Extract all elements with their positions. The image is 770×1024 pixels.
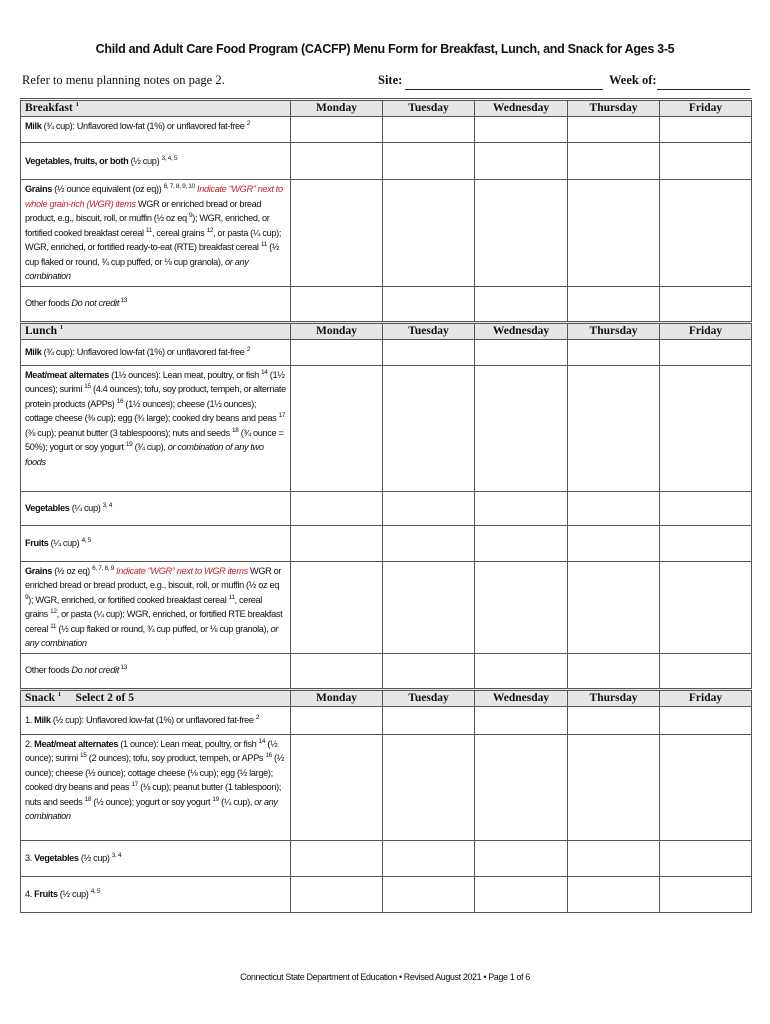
table-row — [21, 561, 752, 653]
menu-cell[interactable] — [383, 143, 475, 180]
menu-cell[interactable] — [568, 286, 660, 322]
menu-cell[interactable] — [475, 117, 568, 143]
menu-cell[interactable] — [291, 117, 383, 143]
menu-cell[interactable] — [475, 561, 568, 653]
menu-cell[interactable] — [660, 840, 752, 876]
menu-cell[interactable] — [383, 286, 475, 322]
menu-cell[interactable] — [568, 143, 660, 180]
table-row — [21, 876, 752, 912]
menu-cell[interactable] — [291, 525, 383, 561]
day-header: Wednesday — [475, 689, 568, 706]
table-row — [21, 117, 752, 143]
menu-cell[interactable] — [291, 706, 383, 734]
table-row — [21, 840, 752, 876]
lunch-grains-label: Grains (½ oz eq) $^{6, 7, 8, 9}$ Indicate “WGR” next to WGR items WGR or enriched bread or bread product, e.g., biscuit, roll, or muffin (½ oz eq $^9$); WGR, enriched, or fortified cooked breakfast cereal $^{11}$, cereal grains $^{12}$, or pasta (¼ cup); WGR, enriched, or fortified RTE breakfast cereal $^{11}$ (½ cup flaked or round, ¾ cup puffed, or ⅛ cup granola), or any combination — [21, 561, 291, 653]
lunch-label: Lunch $^1$ — [21, 322, 291, 339]
menu-cell[interactable] — [383, 653, 475, 689]
breakfast-header-row — [21, 100, 752, 117]
menu-cell[interactable] — [291, 653, 383, 689]
day-header: Monday — [291, 100, 383, 117]
menu-cell[interactable] — [475, 840, 568, 876]
menu-cell[interactable] — [568, 876, 660, 912]
day-header: Friday — [660, 100, 752, 117]
menu-form-table — [20, 98, 752, 913]
menu-cell[interactable] — [475, 525, 568, 561]
day-header: Friday — [660, 689, 752, 706]
menu-cell[interactable] — [291, 286, 383, 322]
site-label: Site: — [378, 73, 403, 87]
menu-cell[interactable] — [291, 734, 383, 840]
menu-cell[interactable] — [383, 117, 475, 143]
menu-cell[interactable] — [383, 180, 475, 287]
menu-cell[interactable] — [568, 653, 660, 689]
day-header: Tuesday — [383, 689, 475, 706]
day-header: Tuesday — [383, 100, 475, 117]
menu-cell[interactable] — [383, 525, 475, 561]
menu-cell[interactable] — [383, 876, 475, 912]
lunch-veg-label: Vegetables (¼ cup) $^{3, 4}$ — [21, 491, 291, 525]
menu-cell[interactable] — [291, 365, 383, 491]
menu-cell[interactable] — [291, 339, 383, 365]
table-row — [21, 339, 752, 365]
menu-cell[interactable] — [475, 339, 568, 365]
menu-cell[interactable] — [568, 561, 660, 653]
lunch-meat-label: Meat/meat alternates (1½ ounces): Lean meat, poultry, or fish $^{14}$ (1½ ounces); surimi $^{15}$ (4.4 ounces); tofu, soy product, tempeh, or alternate protein products (APPs) $^{16}$ (1½ ounces); cheese (1½ ounces); cottage cheese (⅜ cup); egg (¾ large); cooked dry beans and peas $^{17}$ (⅜ cup); peanut butter (3 tablespoons); nuts and seeds $^{18}$ (¾ ounce = 50%); yogurt or soy yogurt $^{19}$ (¾ cup), or combination of any two foods — [21, 365, 291, 491]
day-header: Wednesday — [475, 100, 568, 117]
snack-select-note: Select 2 of 5 — [75, 691, 134, 704]
menu-cell[interactable] — [660, 365, 752, 491]
menu-cell[interactable] — [660, 876, 752, 912]
menu-cell[interactable] — [660, 653, 752, 689]
lunch-header-row — [21, 322, 752, 339]
breakfast-label: Breakfast $^1$ — [21, 100, 291, 117]
menu-cell[interactable] — [475, 143, 568, 180]
day-header: Wednesday — [475, 322, 568, 339]
day-header: Thursday — [568, 689, 660, 706]
breakfast-other-foods-label: Other foods Do not credit $^{13}$ — [21, 286, 291, 322]
menu-cell[interactable] — [291, 491, 383, 525]
menu-cell[interactable] — [475, 491, 568, 525]
snack-header-row — [21, 689, 752, 706]
breakfast-grains-label: Grains (½ ounce equivalent (oz eq)) $^{6, 7, 8, 9, 10}$ Indicate “WGR” next to whole grain-rich (WGR) items WGR or enriched bread or bread product, e.g., biscuit, roll, or muffin (½ oz eq $^9$); WGR, enriched, or fortified cooked breakfast cereal $^{11}$, cereal grains $^{12}$, or pasta (¼ cup); WGR, enriched, or fortified ready-to-eat (RTE) breakfast cereal $^{11}$ (½ cup flaked or round, ¾ cup puffed, or ⅛ cup granola), or any combination — [21, 180, 291, 287]
menu-cell[interactable] — [475, 365, 568, 491]
menu-cell[interactable] — [660, 286, 752, 322]
table-row — [21, 706, 752, 734]
menu-cell[interactable] — [475, 876, 568, 912]
snack-milk-label: 1. Milk (½ cup): Unflavored low-fat (1%) or unflavored fat-free $^2$ — [21, 706, 291, 734]
lunch-fruit-label: Fruits (¼ cup) $^{4, 5}$ — [21, 525, 291, 561]
menu-cell[interactable] — [660, 143, 752, 180]
menu-cell[interactable] — [383, 491, 475, 525]
menu-cell[interactable] — [475, 706, 568, 734]
day-header: Thursday — [568, 100, 660, 117]
table-row — [21, 143, 752, 180]
menu-cell[interactable] — [660, 734, 752, 840]
snack-meat-label: 2. Meat/meat alternates (1 ounce): Lean meat, poultry, or fish $^{14}$ (½ ounce); surimi $^{15}$ (2 ounces); tofu, soy product, tempeh, or APPs $^{16}$ (½ ounce); cheese (½ ounce); cottage cheese (⅛ cup); egg (½ large); cooked dry beans and peas $^{17}$ (⅛ cup); peanut butter (1 tablespoon); nuts and seeds $^{18}$ (½ ounce); yogurt or soy yogurt $^{19}$ (¼ cup), or any combination — [21, 734, 291, 840]
menu-cell[interactable] — [383, 706, 475, 734]
site-field[interactable] — [405, 89, 603, 90]
snack-veg-label: 3. Vegetables (½ cup) $^{3, 4}$ — [21, 840, 291, 876]
menu-cell[interactable] — [291, 561, 383, 653]
menu-cell[interactable] — [291, 143, 383, 180]
menu-cell[interactable] — [291, 876, 383, 912]
day-header: Friday — [660, 322, 752, 339]
menu-cell[interactable] — [291, 180, 383, 287]
week-of-field[interactable] — [657, 89, 750, 90]
snack-fruit-label: 4. Fruits (½ cup) $^{4, 5}$ — [21, 876, 291, 912]
menu-cell[interactable] — [383, 365, 475, 491]
breakfast-milk-label: Milk (¾ cup): Unflavored low-fat (1%) or unflavored fat-free $^2$ — [21, 117, 291, 143]
menu-cell[interactable] — [568, 525, 660, 561]
menu-cell[interactable] — [568, 840, 660, 876]
lunch-other-foods-label: Other foods Do not credit $^{13}$ — [21, 653, 291, 689]
menu-planning-note: Refer to menu planning notes on page 2. — [22, 73, 225, 87]
menu-cell[interactable] — [660, 525, 752, 561]
menu-cell[interactable] — [475, 286, 568, 322]
menu-cell[interactable] — [660, 706, 752, 734]
table-row — [21, 365, 752, 491]
week-of-label: Week of: — [609, 73, 657, 87]
menu-cell[interactable] — [475, 734, 568, 840]
menu-cell[interactable] — [383, 339, 475, 365]
lunch-milk-label: Milk (¾ cup): Unflavored low-fat (1%) or unflavored fat-free $^2$ — [21, 339, 291, 365]
menu-cell[interactable] — [475, 653, 568, 689]
day-header: Monday — [291, 322, 383, 339]
menu-cell[interactable] — [383, 734, 475, 840]
page-footer: Connecticut State Department of Education • Revised August 2021 • Page 1 of 6 — [240, 972, 530, 982]
menu-cell[interactable] — [568, 339, 660, 365]
menu-cell[interactable] — [568, 706, 660, 734]
menu-cell[interactable] — [660, 180, 752, 287]
table-row — [21, 491, 752, 525]
menu-cell[interactable] — [383, 561, 475, 653]
day-header: Thursday — [568, 322, 660, 339]
table-row — [21, 525, 752, 561]
menu-cell[interactable] — [568, 180, 660, 287]
menu-cell[interactable] — [568, 491, 660, 525]
menu-cell[interactable] — [660, 117, 752, 143]
menu-cell[interactable] — [568, 365, 660, 491]
menu-cell[interactable] — [475, 180, 568, 287]
menu-cell[interactable] — [660, 491, 752, 525]
table-row — [21, 286, 752, 322]
menu-cell[interactable] — [383, 840, 475, 876]
day-header: Tuesday — [383, 322, 475, 339]
table-row — [21, 180, 752, 287]
table-row — [21, 734, 752, 840]
page-title: Child and Adult Care Food Program (CACFP) Menu Form for Breakfast, Lunch, and Snack for Ages 3-5 — [95, 42, 675, 56]
breakfast-veg-label: Vegetables, fruits, or both (½ cup) $^{3, 4, 5}$ — [21, 143, 291, 180]
menu-cell[interactable] — [660, 561, 752, 653]
menu-cell[interactable] — [291, 840, 383, 876]
menu-cell[interactable] — [568, 734, 660, 840]
snack-label: Snack $^1$ Select 2 of 5 — [21, 689, 291, 706]
menu-cell[interactable] — [660, 339, 752, 365]
menu-cell[interactable] — [568, 117, 660, 143]
day-header: Monday — [291, 689, 383, 706]
table-row — [21, 653, 752, 689]
